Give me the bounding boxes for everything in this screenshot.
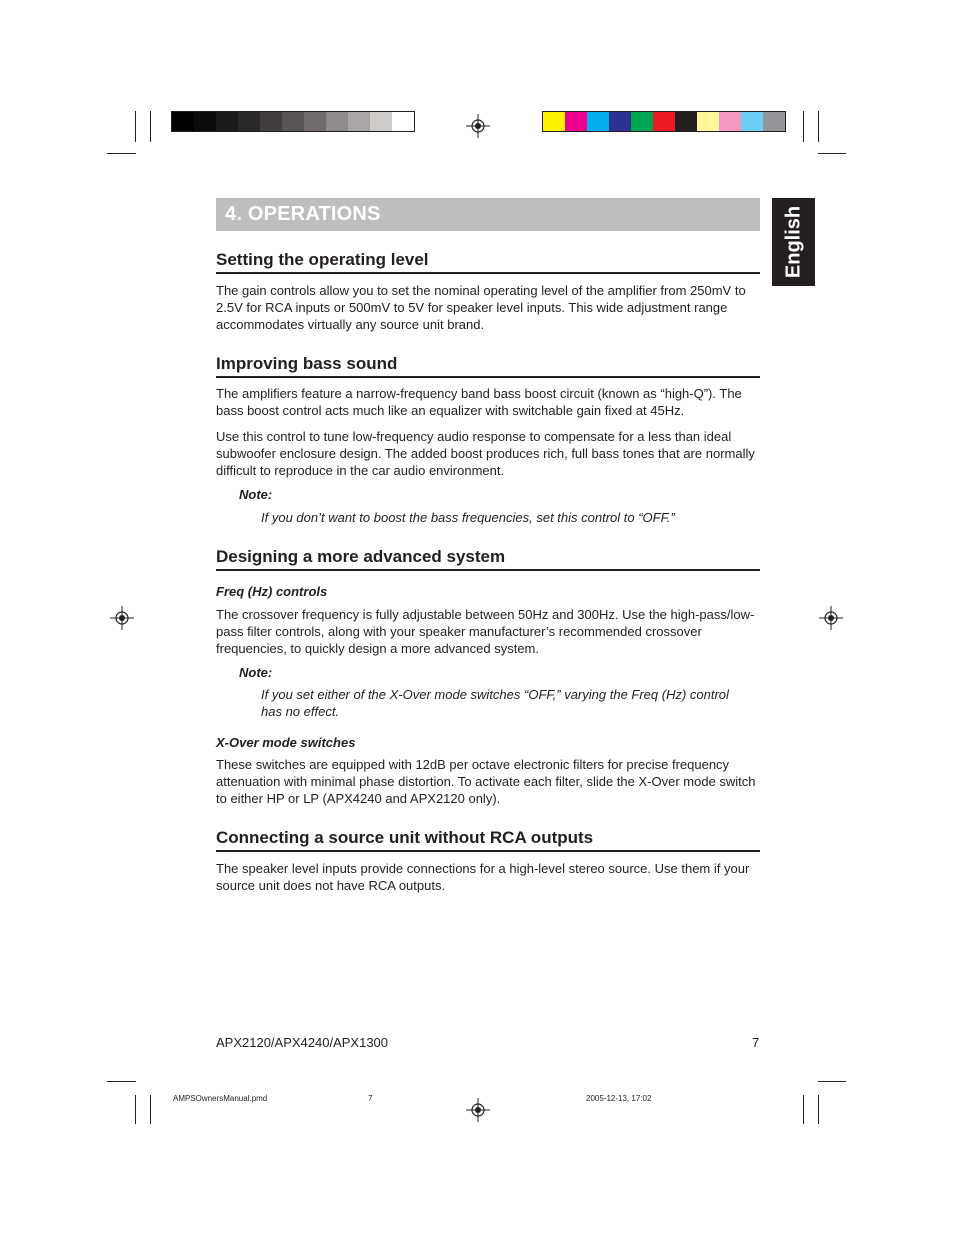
grayscale-calibration-bar bbox=[171, 111, 415, 132]
color-swatch bbox=[282, 112, 304, 131]
registration-mark-icon bbox=[110, 606, 134, 630]
color-swatch bbox=[348, 112, 370, 131]
registration-mark-icon bbox=[819, 606, 843, 630]
color-swatch bbox=[697, 112, 719, 131]
color-swatch bbox=[392, 112, 414, 131]
crop-mark bbox=[818, 111, 819, 142]
color-swatch bbox=[194, 112, 216, 131]
paragraph: The speaker level inputs provide connections for a high-level stereo source. Use them if your source unit does not have RCA outputs. bbox=[216, 861, 750, 893]
section-heading: Setting the operating level bbox=[216, 250, 760, 274]
language-tab bbox=[772, 198, 815, 286]
registration-mark-icon bbox=[466, 1098, 490, 1122]
slug-filename: AMPSOwnersManual.pmd bbox=[173, 1094, 268, 1103]
color-swatch bbox=[216, 112, 238, 131]
note-label: Note: bbox=[239, 665, 273, 680]
note-text: If you set either of the X-Over mode switches “OFF,” varying the Freq (Hz) control has no effect. bbox=[261, 687, 729, 719]
color-swatch bbox=[719, 112, 741, 131]
crop-mark bbox=[818, 1095, 819, 1124]
color-swatch bbox=[565, 112, 587, 131]
note-text: If you don’t want to boost the bass frequencies, set this control to “OFF.” bbox=[261, 510, 675, 525]
subheading: Freq (Hz) controls bbox=[216, 584, 328, 599]
color-swatch bbox=[370, 112, 392, 131]
color-swatch bbox=[260, 112, 282, 131]
color-swatch bbox=[631, 112, 653, 131]
crop-mark bbox=[135, 1095, 136, 1124]
color-swatch bbox=[172, 112, 194, 131]
section-heading: Connecting a source unit without RCA outputs bbox=[216, 828, 760, 852]
color-swatch bbox=[609, 112, 631, 131]
language-tab-label: English bbox=[782, 205, 804, 279]
crop-mark bbox=[818, 1081, 846, 1082]
color-swatch bbox=[675, 112, 697, 131]
color-swatch bbox=[326, 112, 348, 131]
crop-mark bbox=[803, 111, 804, 142]
crop-mark bbox=[803, 1095, 804, 1124]
color-calibration-bar bbox=[542, 111, 786, 132]
footer-models: APX2120/APX4240/APX1300 bbox=[216, 1035, 389, 1050]
slug-timestamp: 2005-12-13, 17:02 bbox=[586, 1094, 652, 1103]
section-heading: Designing a more advanced system bbox=[216, 547, 760, 571]
crop-mark bbox=[107, 153, 136, 154]
section-title: 4. OPERATIONS bbox=[225, 203, 381, 225]
section-heading: Improving bass sound bbox=[216, 354, 760, 378]
slug-page: 7 bbox=[368, 1094, 373, 1103]
color-swatch bbox=[238, 112, 260, 131]
color-swatch bbox=[543, 112, 565, 131]
color-swatch bbox=[741, 112, 763, 131]
page-number: 7 bbox=[752, 1035, 760, 1050]
paragraph: The gain controls allow you to set the nominal operating level of the amplifier from 250mV to 2.5V for RCA inputs or 500mV to 5V for speaker level inputs. This wide adjustment range accommodates virtually any source unit brand. bbox=[216, 283, 746, 332]
crop-mark bbox=[135, 111, 136, 142]
paragraph: The crossover frequency is fully adjustable between 50Hz and 300Hz. Use the high-pass/low-pass filter controls, along with your speaker manufacturer’s recommended crossover frequencies, to quickly design a more advanced system. bbox=[216, 607, 755, 656]
crop-mark bbox=[107, 1081, 136, 1082]
note-label: Note: bbox=[239, 487, 273, 502]
crop-mark bbox=[818, 153, 846, 154]
paragraph: These switches are equipped with 12dB per octave electronic filters for precise frequency attenuation with minimal phase distortion. To activate each filter, slide the X-Over mode switch to either HP or LP (APX4240 and APX2120 only). bbox=[216, 757, 756, 806]
color-swatch bbox=[304, 112, 326, 131]
section-header bbox=[216, 198, 760, 231]
subheading: X-Over mode switches bbox=[216, 735, 356, 750]
color-swatch bbox=[587, 112, 609, 131]
crop-mark bbox=[150, 111, 151, 142]
color-swatch bbox=[653, 112, 675, 131]
registration-mark-icon bbox=[466, 114, 490, 138]
paragraph: Use this control to tune low-frequency audio response to compensate for a less than ideal subwoofer enclosure design. The added boost produces rich, full bass tones that are normally difficult to reproduce in the car audio environment. bbox=[216, 429, 755, 478]
crop-mark bbox=[150, 1095, 151, 1124]
color-swatch bbox=[763, 112, 785, 131]
paragraph: The amplifiers feature a narrow-frequency band bass boost circuit (known as “high-Q”). The bass boost control acts much like an equalizer with switchable gain fixed at 45Hz. bbox=[216, 386, 742, 418]
